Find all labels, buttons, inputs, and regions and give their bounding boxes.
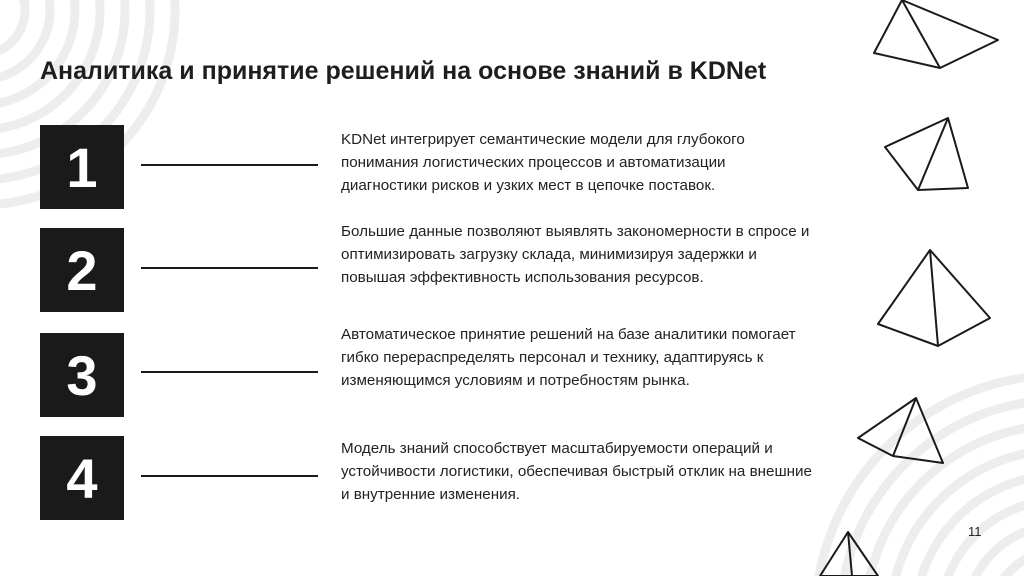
pyramid-icon xyxy=(874,0,998,68)
item-text-2: Большие данные позволяют выявлять закономерности в спросе и оптимизировать загрузку склада, минимизируя задержки и повышая эффективность использования ресурсов. xyxy=(341,223,810,286)
pyramid-icon xyxy=(885,118,968,190)
number-badge-4: 4 xyxy=(40,436,124,520)
number-badge-3: 3 xyxy=(40,333,124,417)
item-text-1: KDNet интегрирует семантические модели для глубокого понимания логистических процессов и автоматизации диагностики рисков и узких мест в цепочке поставок. xyxy=(341,131,745,194)
connector-line xyxy=(141,371,318,373)
connector-line xyxy=(141,267,318,269)
number-badge-1: 1 xyxy=(40,125,124,209)
connector-line xyxy=(141,164,318,166)
page-number: 11 xyxy=(968,524,982,539)
item-text-3: Автоматическое принятие решений на базе аналитики помогает гибко перераспределять персонал и технику, адаптируясь к изменяющимся условиям и потребностям рынка. xyxy=(341,326,796,389)
item-text-4: Модель знаний способствует масштабируемости операций и устойчивости логистики, обеспечивая быстрый отклик на внешние и внутренние изменения. xyxy=(341,440,812,503)
slide-title: Аналитика и принятие решений на основе знаний в KDNet xyxy=(40,57,767,85)
number-badge-2: 2 xyxy=(40,228,124,312)
pyramid-icons xyxy=(820,0,998,576)
connector-line xyxy=(141,475,318,477)
pyramid-icon xyxy=(878,250,990,346)
